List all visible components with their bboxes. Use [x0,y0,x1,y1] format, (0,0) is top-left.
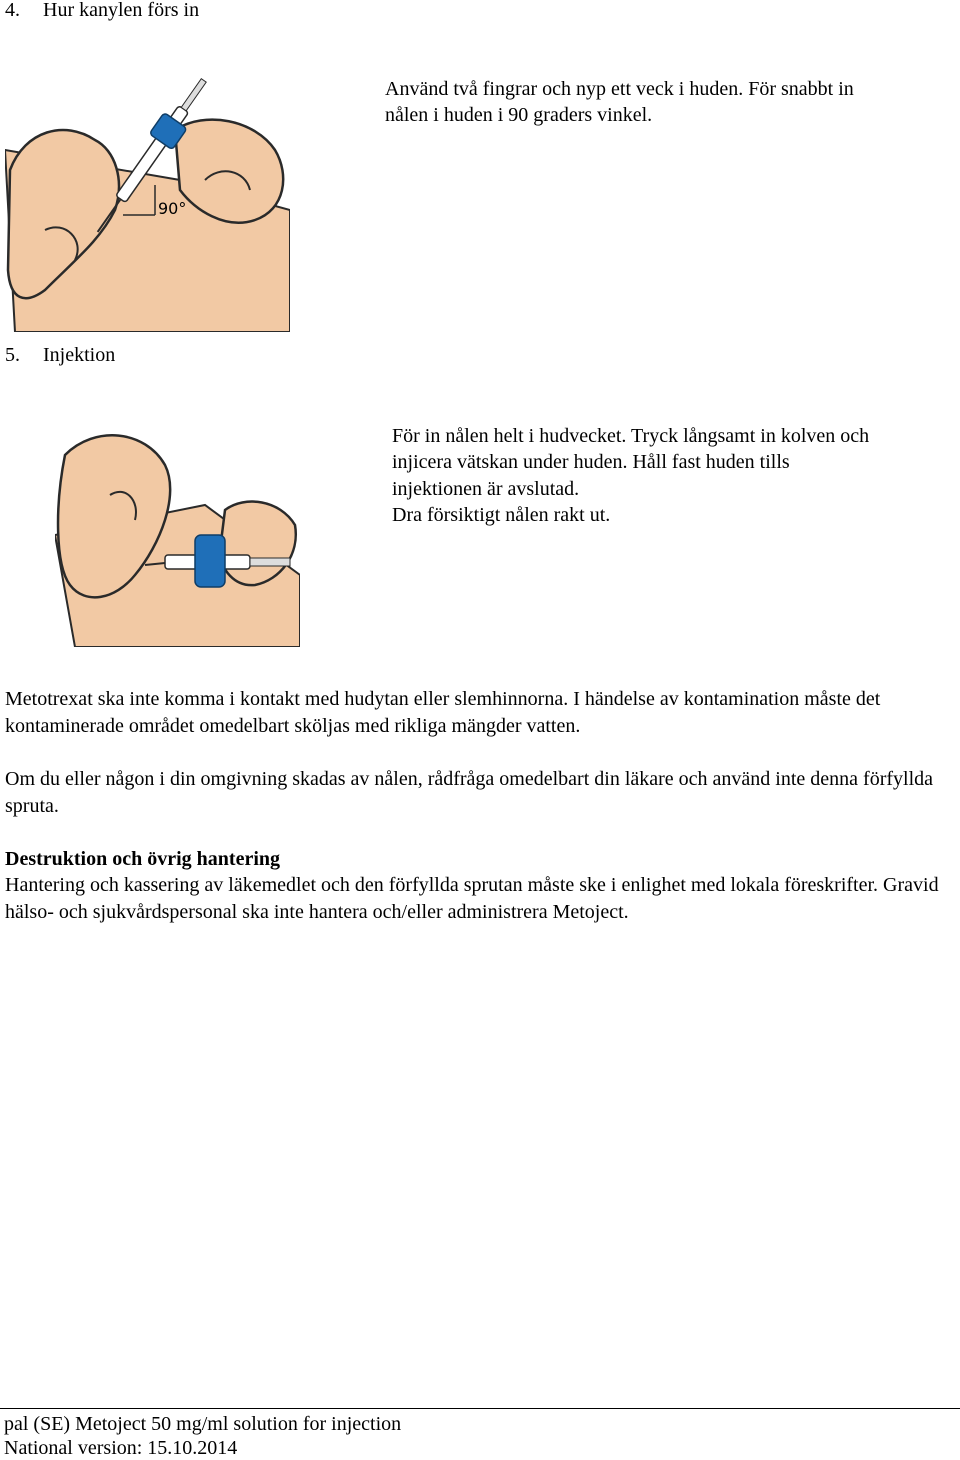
footer-version-line: National version: 15.10.2014 [4,1437,238,1459]
step4-illustration [5,70,290,332]
step5-heading-number: 5. [5,344,20,366]
step5-heading-text: Injektion [43,344,116,366]
contamination-paragraph: Metotrexat ska inte komma i kontakt med hudytan eller slemhinnorna. I händelse av kontamination måste det kontaminerade området omedelbart sköljas med rikliga mängder vatten. [5,688,881,737]
step4-heading-text: Hur kanylen förs in [43,0,200,21]
step4-heading [5,0,199,23]
step4-text-line-1: Använd två fingrar och nyp ett veck i huden. För snabbt in [385,78,854,100]
footer-divider [0,1408,960,1409]
step5-illustration [55,415,300,647]
step5-text-line-4: Dra försiktigt nålen rakt ut. [392,504,611,526]
pinch-skin-needle-90-degree-figure [5,70,290,332]
step4-text-line-2: nålen i huden i 90 graders vinkel. [385,104,653,126]
step5-text-line-2: injicera vätskan under huden. Håll fast huden tills [392,451,790,473]
disposal-heading: Destruktion och övrig hantering [5,848,280,870]
needle-injury-paragraph: Om du eller någon i din omgivning skadas av nålen, rådfråga omedelbart din läkare och använd inte denna förfyllda spruta. [5,768,934,817]
step4-heading-number: 4. [5,0,20,21]
step5-text-line-3: injektionen är avslutad. [392,478,580,500]
inject-syringe-figure [55,415,300,647]
footer-product-line: pal (SE) Metoject 50 mg/ml solution for injection [4,1413,402,1435]
disposal-paragraph: Hantering och kassering av läkemedlet och den förfyllda sprutan måste ske i enlighet med lokala föreskrifter. Gravid hälso- och sjukvårdspersonal ska inte hantera och/eller administrera Metoject. [5,874,939,923]
step5-text-line-1: För in nålen helt i hudvecket. Tryck långsamt in kolven och [392,425,870,447]
step5-heading [5,342,115,368]
angle-label: 90° [158,199,187,218]
